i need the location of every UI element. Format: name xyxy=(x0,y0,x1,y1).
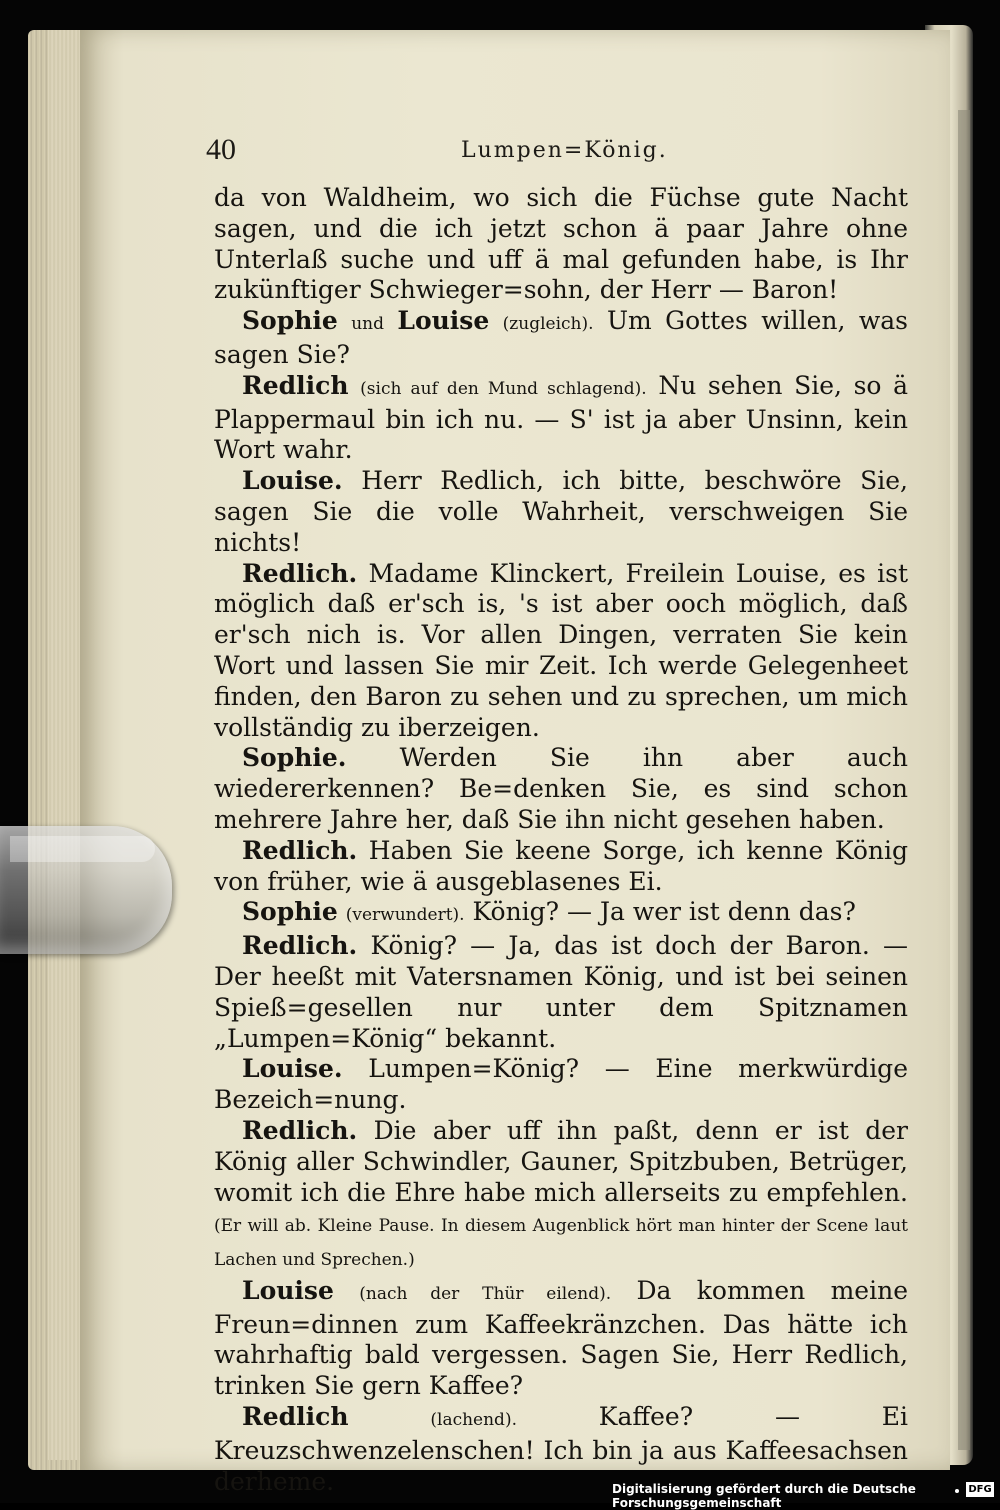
paragraph-6 xyxy=(214,836,908,898)
paragraph-text: Kaffee? — Ei Kreuzschwenzelenschen! Ich bin ja aus Kaffeesachsen derheme. xyxy=(214,1402,908,1496)
stage-direction: (lachend). xyxy=(430,1410,517,1431)
speaker-name: Redlich. xyxy=(242,931,358,961)
glass-weight-highlight xyxy=(10,836,155,862)
footer-credit: Digitalisierung gefördert durch die Deutsche Forschungsgemeinschaft xyxy=(612,1482,916,1510)
footer-separator-dot xyxy=(955,1489,959,1493)
paragraph-text: Da kommen meine Freun=dinnen zum Kaffeekränzchen. Das hätte ich wahrhaftig bald vergessen. Sagen Sie, Herr Redlich, trinken Sie gern Kaffee? xyxy=(214,1275,908,1401)
paragraph-text: Madame Klinckert, Freilein Louise, es ist möglich daß er'sch is, 's ist aber ooch möglich, daß er'sch nich is. Vor allen Dingen, verraten Sie kein Wort und lassen Sie mir Zeit. Ich werde Gelegenheet finden, den Baron zu sehen und zu sprechen, um mich vollständig zu iberzeigen. xyxy=(214,558,908,742)
paragraph-4 xyxy=(214,559,908,744)
speaker-name: Louise. xyxy=(242,466,343,496)
dfg-logo: DFG xyxy=(966,1482,994,1497)
paragraph-0 xyxy=(214,183,908,306)
page-text xyxy=(214,183,908,1497)
stage-direction: (sich auf den Mund schlagend). xyxy=(360,378,647,399)
speaker-name: Sophie xyxy=(242,897,338,927)
paragraph-11 xyxy=(214,1276,908,1402)
stage-direction: und xyxy=(351,314,384,335)
paragraph-7 xyxy=(214,897,908,931)
paragraph-text: da von Waldheim, wo sich die Füchse gute Nacht sagen, und die ich jetzt schon ä paar Jahre ohne Unterlaß suche und uff ä mal gefunden habe, is Ihr zukünftiger Schwieger=sohn, der Herr — Baron! xyxy=(214,183,908,305)
speaker-name: Louise xyxy=(242,1275,334,1305)
paragraph-text: Lumpen=König? — Eine merkwürdige Bezeich=nung. xyxy=(214,1054,908,1115)
speaker-name: Sophie. xyxy=(242,743,347,773)
paragraph-text: Haben Sie keene Sorge, ich kenne König von früher, wie ä ausgeblasenes Ei. xyxy=(214,835,908,896)
paragraph-text: Herr Redlich, ich bitte, beschwöre Sie, sagen Sie die volle Wahrheit, verschweigen Sie nichts! xyxy=(214,466,908,557)
stage-direction-2: (zugleich). xyxy=(502,314,594,335)
running-title: Lumpen=König. xyxy=(461,138,668,163)
right-page-shadow xyxy=(958,110,970,1450)
speaker-name: Redlich xyxy=(242,370,349,400)
paragraph-text: Werden Sie ihn aber auch wiedererkennen? Be=denken Sie, es sind schon mehrere Jahre her, daß Sie ihn nicht gesehen haben. xyxy=(214,743,908,834)
paragraph-5 xyxy=(214,743,908,835)
speaker-name: Redlich. xyxy=(242,558,358,588)
page-number: 40 xyxy=(206,133,236,166)
speaker-name: Redlich. xyxy=(242,835,358,865)
stage-direction: (Er will ab. Kleine Pause. In diesem Augenblick hört man hinter der Scene laut Lachen und Sprechen.) xyxy=(214,1216,908,1271)
paragraph-10 xyxy=(214,1116,908,1276)
stage-direction: (nach der Thür eilend). xyxy=(359,1283,612,1304)
speaker-name-2: Louise xyxy=(397,306,490,336)
paragraph-3 xyxy=(214,466,908,558)
paragraph-text: Nu sehen Sie, so ä Plappermaul bin ich nu. — S' ist ja aber Unsinn, kein Wort wahr. xyxy=(214,370,908,465)
paragraph-text: Die aber uff ihn paßt, denn er ist der König aller Schwindler, Gauner, Spitzbuben, Betrüger, womit ich die Ehre habe mich allerseits zu empfehlen. xyxy=(214,1115,908,1207)
paragraph-1 xyxy=(214,306,908,371)
stage-direction: (verwundert). xyxy=(345,905,465,926)
paragraph-text: König? — Ja wer ist denn das? xyxy=(472,897,856,927)
paragraph-text: Um Gottes willen, was sagen Sie? xyxy=(214,306,908,369)
speaker-name: Redlich xyxy=(242,1402,349,1432)
paragraph-2 xyxy=(214,371,908,466)
speaker-name: Sophie xyxy=(242,306,338,336)
paragraph-8 xyxy=(214,931,908,1054)
paragraph-text: König? — Ja, das ist doch der Baron. — Der heeßt mit Vatersnamen König, und ist bei seinen Spieß=gesellen nur unter dem Spitznamen „Lumpen=König“ bekannt. xyxy=(214,931,908,1053)
speaker-name: Louise. xyxy=(242,1054,343,1084)
paragraph-9 xyxy=(214,1054,908,1116)
speaker-name: Redlich. xyxy=(242,1115,358,1145)
